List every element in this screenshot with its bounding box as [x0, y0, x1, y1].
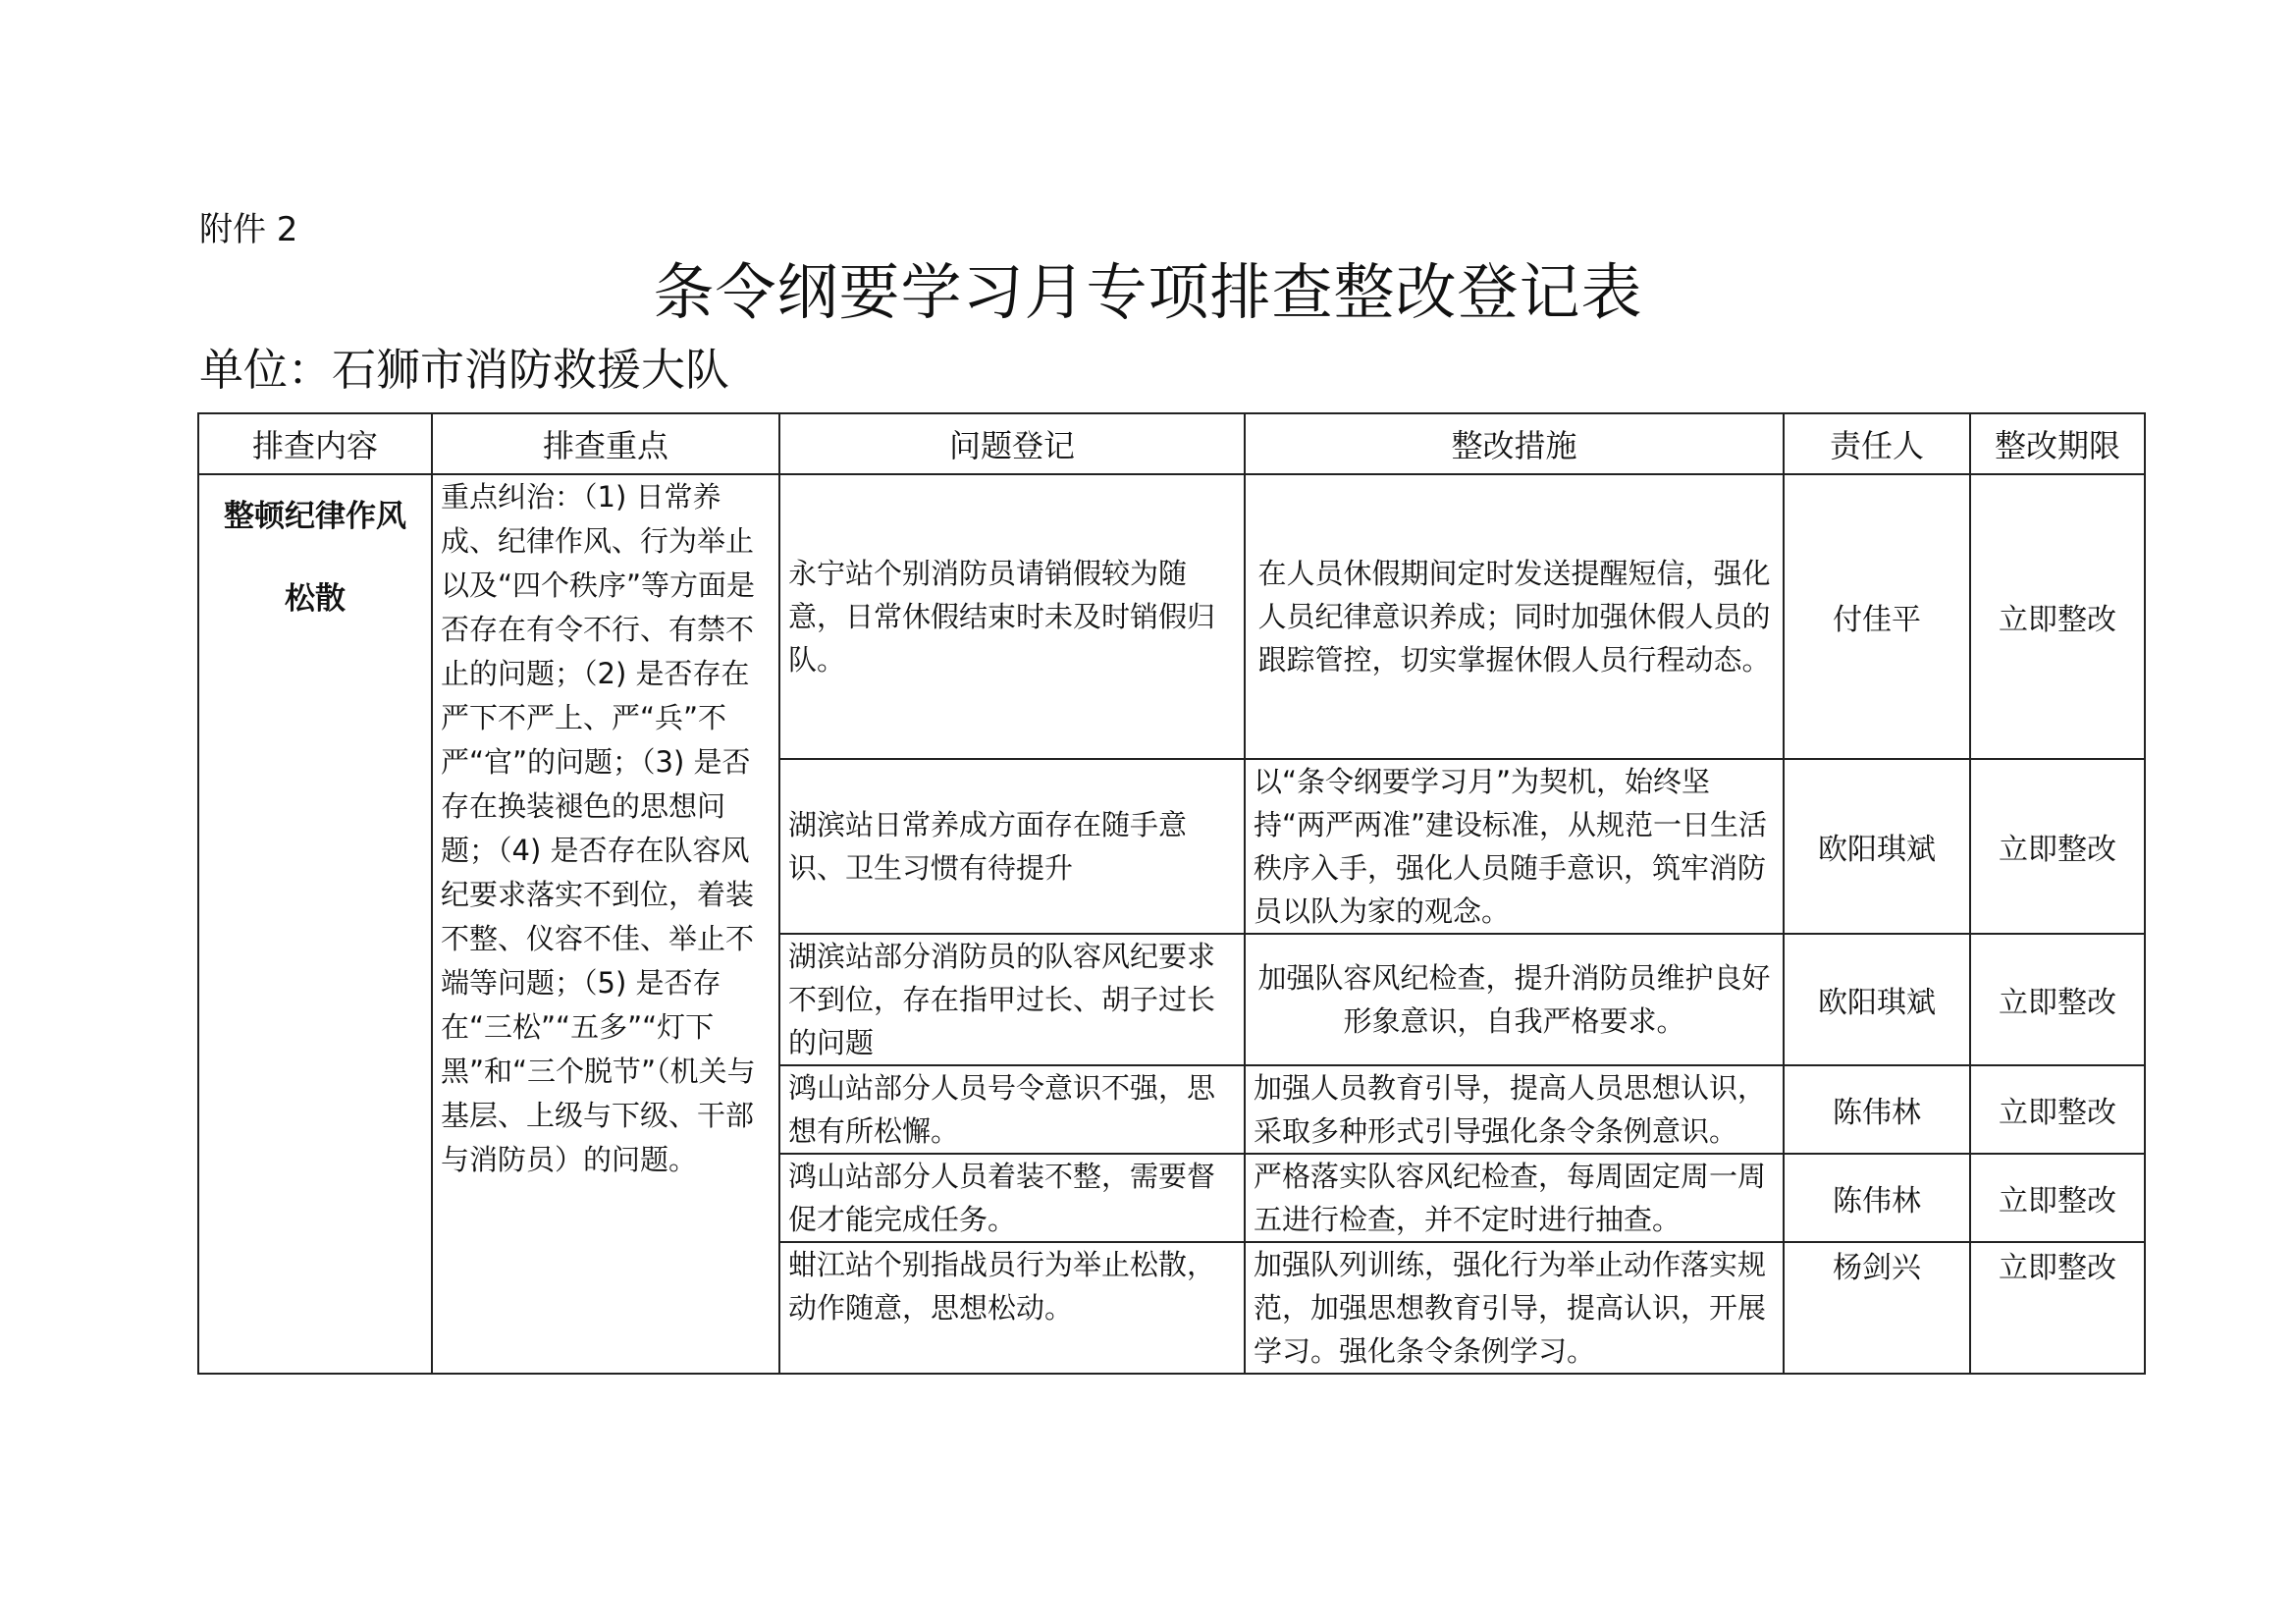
category-line-1: 整顿纪律作风	[224, 499, 406, 534]
category-line-2: 松散	[285, 581, 346, 617]
measure-cell: 严格落实队容风纪检查，每周固定周一周五进行检查，并不定时进行抽查。	[1245, 1154, 1784, 1242]
page-title: 条令纲要学习月专项排查整改登记表	[653, 256, 1643, 328]
person-cell: 陈伟林	[1784, 1065, 1970, 1154]
deadline-cell: 立即整改	[1970, 1065, 2145, 1154]
person-cell: 付佳平	[1784, 474, 1970, 759]
registration-table	[197, 412, 2146, 1375]
header-issue: 问题登记	[779, 413, 1245, 474]
issue-cell: 鸿山站部分人员着装不整，需要督促才能完成任务。	[779, 1154, 1245, 1242]
person-cell: 陈伟林	[1784, 1154, 1970, 1242]
issue-cell: 湖滨站日常养成方面存在随手意识、卫生习惯有待提升	[779, 759, 1245, 934]
header-focus: 排查重点	[432, 413, 779, 474]
person-cell: 欧阳琪斌	[1784, 759, 1970, 934]
category-cell	[198, 474, 432, 1374]
deadline-cell: 立即整改	[1970, 474, 2145, 759]
measure-cell: 以“条令纲要学习月”为契机，始终坚持“两严两准”建设标准，从规范一日生活秩序入手，强化人员随手意识，筑牢消防员以队为家的观念。	[1245, 759, 1784, 934]
measure-cell: 加强队列训练，强化行为举止动作落实规范，加强思想教育引导，提高认识，开展学习。强化条令条例学习。	[1245, 1242, 1784, 1374]
person-cell: 杨剑兴	[1784, 1242, 1970, 1374]
focus-cell: 重点纠治：（1) 日常养成、纪律作风、行为举止以及“四个秩序”等方面是否存在有令不行、有禁不止的问题；（2) 是否存在严下不严上、严“兵”不严“官”的问题；（3) 是否存在换装褪色的思想问题；（4) 是否存在队容风纪要求落实不到位，着装不整、仪容不佳、举止不端等问题；（5) 是否存在“三松”“五多”“灯下黑”和“三个脱节”（机关与基层、上级与下级、干部与消防员）的问题。	[432, 474, 779, 1374]
unit-label: 单位：石狮市消防救援大队	[199, 344, 730, 396]
issue-cell: 蚶江站个别指战员行为举止松散，动作随意，思想松动。	[779, 1242, 1245, 1374]
deadline-cell: 立即整改	[1970, 1242, 2145, 1374]
header-category: 排查内容	[198, 413, 432, 474]
issue-cell: 湖滨站部分消防员的队容风纪要求不到位，存在指甲过长、胡子过长的问题	[779, 934, 1245, 1065]
header-deadline: 整改期限	[1970, 413, 2145, 474]
issue-cell: 永宁站个别消防员请销假较为随意，日常休假结束时未及时销假归队。	[779, 474, 1245, 759]
deadline-cell: 立即整改	[1970, 1154, 2145, 1242]
measure-cell: 加强队容风纪检查，提升消防员维护良好形象意识，自我严格要求。	[1245, 934, 1784, 1065]
table-row	[198, 474, 2145, 759]
issue-cell: 鸿山站部分人员号令意识不强，思想有所松懈。	[779, 1065, 1245, 1154]
measure-cell: 在人员休假期间定时发送提醒短信，强化人员纪律意识养成；同时加强休假人员的跟踪管控，切实掌握休假人员行程动态。	[1245, 474, 1784, 759]
deadline-cell: 立即整改	[1970, 934, 2145, 1065]
deadline-cell: 立即整改	[1970, 759, 2145, 934]
header-measure: 整改措施	[1245, 413, 1784, 474]
table-header-row	[198, 413, 2145, 474]
header-person: 责任人	[1784, 413, 1970, 474]
attachment-label: 附件 2	[199, 210, 298, 249]
person-cell: 欧阳琪斌	[1784, 934, 1970, 1065]
measure-cell: 加强人员教育引导，提高人员思想认识，采取多种形式引导强化条令条例意识。	[1245, 1065, 1784, 1154]
